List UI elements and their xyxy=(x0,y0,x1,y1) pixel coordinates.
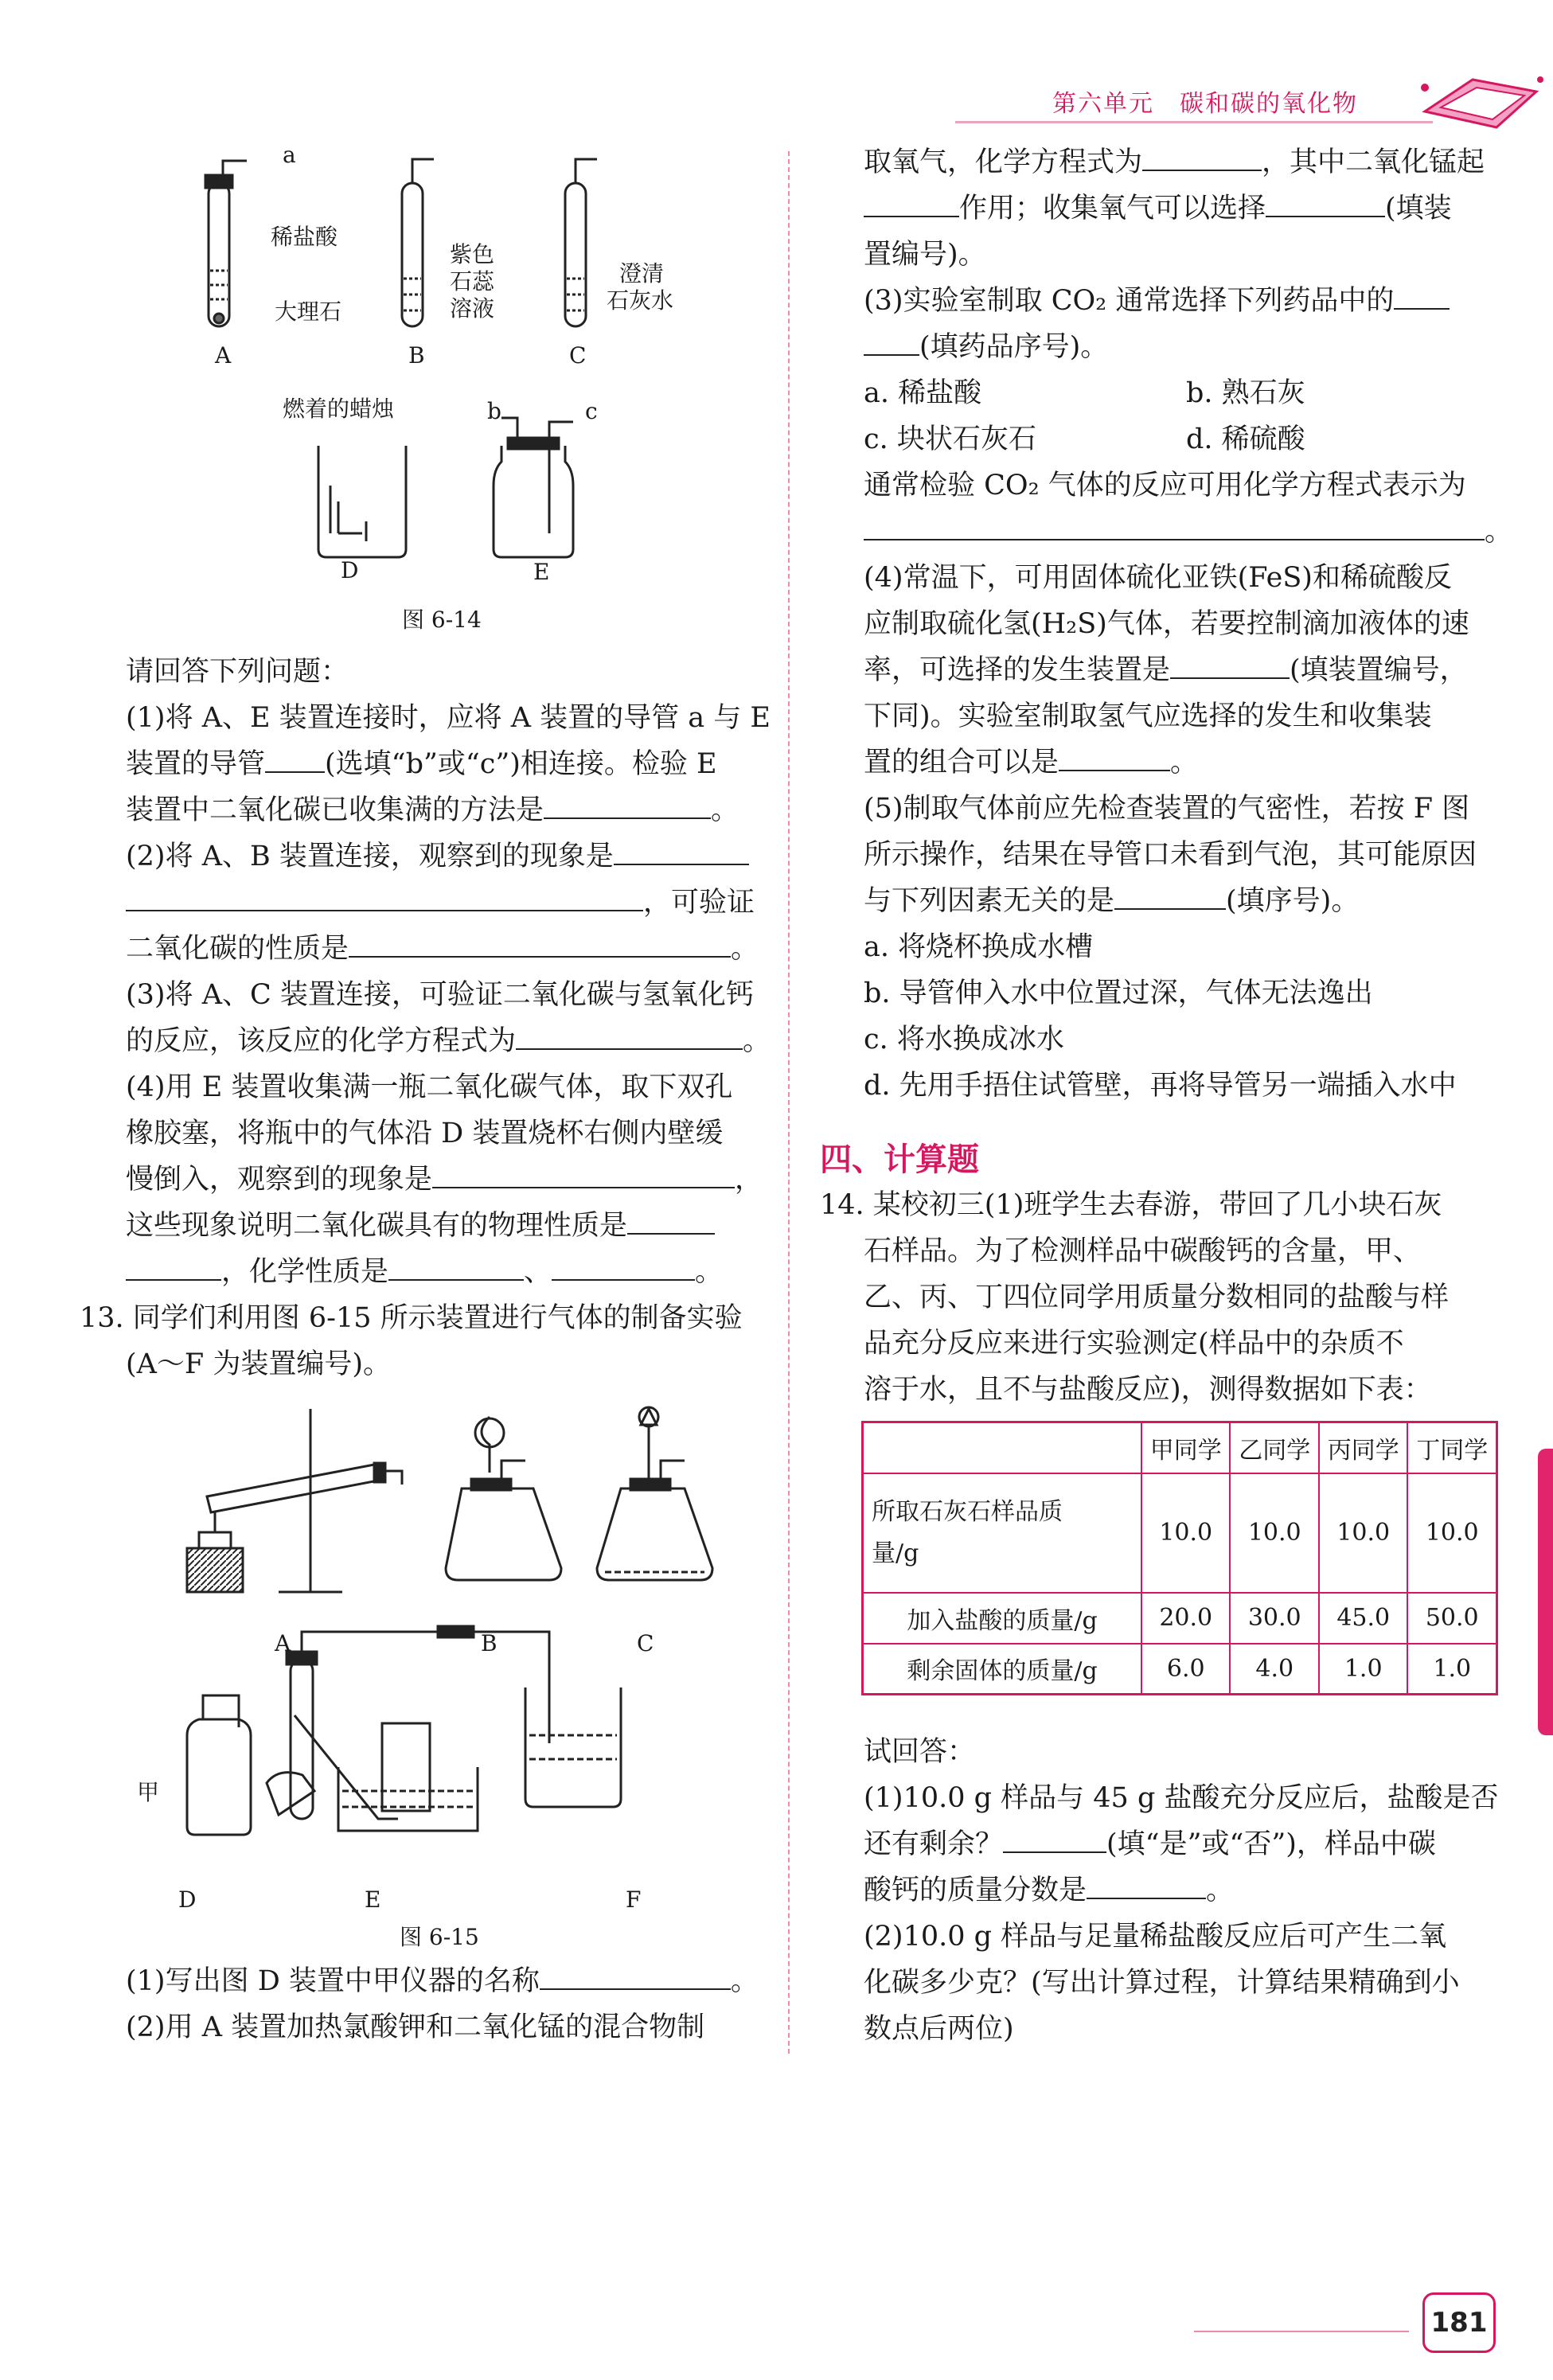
table-cell: 6.0 xyxy=(1141,1644,1230,1695)
q12-line: (1)将 A、E 装置连接时，应将 A 装置的导管 a 与 E xyxy=(126,702,771,734)
q13-stem: (A～F 为装置编号)。 xyxy=(126,1348,391,1380)
test-tube-c xyxy=(565,183,586,326)
q13-right-line: 取氧气，化学方程式为 ，其中二氧化锰起 xyxy=(864,139,1485,185)
q13-right-line: 下同)。实验室制取氢气应选择的发生和收集装 xyxy=(864,700,1432,732)
table-cell: 10.0 xyxy=(1230,1473,1318,1593)
answer-blank[interactable] xyxy=(1142,144,1262,171)
fig615-label-A: A xyxy=(275,1630,291,1656)
answer-blank[interactable] xyxy=(627,1208,715,1235)
answer-blank[interactable] xyxy=(540,1963,731,1990)
q14-stem: 乙、丙、丁四位同学用质量分数相同的盐酸与样 xyxy=(864,1282,1450,1313)
unit-header-title: 第六单元 碳和碳的氧化物 xyxy=(1052,90,1358,118)
table-header-cell: 丁同学 xyxy=(1407,1422,1496,1473)
figure-6-15 xyxy=(175,1401,780,1910)
answer-blank[interactable] xyxy=(516,1023,743,1050)
fig615-label-E: E xyxy=(365,1886,381,1913)
q13-right-line: (4)常温下，可用固体硫化亚铁(FeS)和稀硫酸反 xyxy=(864,562,1452,594)
option-5a: a. 将烧杯换成水槽 xyxy=(864,931,1094,963)
test-tube-a xyxy=(207,1465,378,1512)
fig614-label-a: a xyxy=(283,142,296,168)
table-cell: 10.0 xyxy=(1407,1473,1496,1593)
gas-bottle-d xyxy=(187,1719,251,1835)
fig615-caption: 图 6-15 xyxy=(400,1924,479,1950)
fig615-label-jia: 甲 xyxy=(137,1779,160,1805)
fig614-label-limewater-1: 澄清 xyxy=(619,260,665,287)
q12-line: ，可验证 xyxy=(126,880,755,926)
page-number: 181 xyxy=(1422,2292,1496,2353)
answer-blank[interactable] xyxy=(544,792,711,819)
gas-bottle-e xyxy=(494,446,573,557)
fig614-label-litmus-2: 石蕊 xyxy=(450,268,495,295)
table-cell: 10.0 xyxy=(1141,1473,1230,1593)
option-5c: c. 将水换成冰水 xyxy=(864,1024,1064,1055)
option-c: c. 块状石灰石 xyxy=(864,423,1036,455)
q12-line: (4)用 E 装置收集满一瓶二氧化碳气体，取下双孔 xyxy=(126,1071,733,1103)
table-row-label: 所取石灰石样品质 量/g xyxy=(863,1473,1142,1593)
q12-line: 的反应，该反应的化学方程式为 。 xyxy=(126,1018,771,1064)
table-header-cell: 甲同学 xyxy=(1141,1422,1230,1473)
q12-line: 装置的导管 (选填“b”或“c”)相连接。检验 E xyxy=(126,741,717,787)
q12-intro: 请回答下列问题： xyxy=(126,656,349,688)
q12-line: 装置中二氧化碳已收集满的方法是 。 xyxy=(126,787,739,833)
q13-right-line: 率，可选择的发生装置是 (填装置编号， xyxy=(864,647,1468,693)
answer-blank[interactable] xyxy=(1114,883,1226,910)
q12-line: (3)将 A、C 装置连接，可验证二氧化碳与氢氧化钙 xyxy=(126,979,754,1011)
fig614-label-b: b xyxy=(487,398,501,424)
fig614-label-candle: 燃着的蜡烛 xyxy=(283,396,395,422)
answer-blank[interactable] xyxy=(432,1161,735,1188)
q13-part1: (1)写出图 D 装置中甲仪器的名称 。 xyxy=(126,1958,759,2004)
option-a: a. 稀盐酸 xyxy=(864,377,982,409)
q14-part2: 化碳多少克？(写出计算过程，计算结果精确到小 xyxy=(864,1967,1460,1999)
table-cell: 20.0 xyxy=(1141,1593,1230,1644)
header-rule xyxy=(955,121,1433,123)
q14-part1: (1)10.0 g 样品与 45 g 盐酸充分反应后，盐酸是否 xyxy=(864,1782,1499,1814)
table-header-cell: 乙同学 xyxy=(1230,1422,1318,1473)
q13-right-line: 通常检验 CO₂ 气体的反应可用化学方程式表示为 xyxy=(864,470,1466,501)
test-tube-b xyxy=(402,183,423,326)
fig615-label-F: F xyxy=(626,1886,642,1913)
answer-blank[interactable] xyxy=(349,931,731,958)
book-logo-icon xyxy=(1409,56,1548,135)
q13-right-line: 所示操作，结果在导管口未看到气泡，其可能原因 xyxy=(864,839,1477,871)
option-b: b. 熟石灰 xyxy=(1186,377,1305,409)
answer-blank[interactable] xyxy=(1059,744,1170,771)
fig615-label-D: D xyxy=(178,1886,197,1913)
section-heading: 四、计算题 xyxy=(820,1141,979,1178)
answer-blank[interactable] xyxy=(552,1254,695,1281)
q14-ask: 试回答： xyxy=(864,1736,976,1768)
fig614-label-litmus-3: 溶液 xyxy=(450,295,495,322)
fig614-label-C: C xyxy=(569,342,587,369)
q12-line: 这些现象说明二氧化碳具有的物理性质是 xyxy=(126,1203,715,1249)
fig614-label-A: A xyxy=(215,342,232,369)
answer-blank[interactable] xyxy=(1087,1872,1206,1899)
table-cell: 1.0 xyxy=(1319,1644,1407,1695)
q14-stem: 14. 某校初三(1)班学生去春游，带回了几小块石灰 xyxy=(820,1189,1442,1221)
data-table xyxy=(861,1421,1498,1695)
answer-blank[interactable] xyxy=(265,746,325,773)
fig614-caption: 图 6-14 xyxy=(402,607,482,633)
column-divider xyxy=(788,151,790,2054)
answer-blank[interactable] xyxy=(864,329,919,356)
fig614-label-E: E xyxy=(533,559,550,585)
q12-line: 橡胶塞，将瓶中的气体沿 D 装置烧杯右侧内壁缓 xyxy=(126,1118,724,1149)
table-header-cell: 丙同学 xyxy=(1319,1422,1407,1473)
answer-blank[interactable] xyxy=(1170,652,1290,679)
footer-rule xyxy=(1194,2331,1409,2332)
q13-right-line: (填药品序号)。 xyxy=(864,324,1108,370)
q13-right-line: 置的组合可以是 。 xyxy=(864,739,1198,786)
table-cell: 1.0 xyxy=(1407,1644,1496,1695)
answer-blank[interactable] xyxy=(388,1254,524,1281)
q14-part2: 数点后两位) xyxy=(864,2013,1014,2045)
q13-right-line: 。 xyxy=(864,509,1512,555)
q13-stem: 13. 同学们利用图 6-15 所示装置进行气体的制备实验 xyxy=(80,1302,743,1334)
table-cell: 4.0 xyxy=(1230,1644,1318,1695)
table-row-label: 剩余固体的质量/g xyxy=(863,1644,1142,1695)
q14-part2: (2)10.0 g 样品与足量稀盐酸反应后可产生二氧 xyxy=(864,1921,1447,1953)
answer-blank[interactable] xyxy=(864,513,1485,540)
answer-blank[interactable] xyxy=(126,884,643,911)
table-cell: 10.0 xyxy=(1319,1473,1407,1593)
q13-right-line: 作用；收集氧气可以选择 (填装 xyxy=(864,185,1452,232)
q14-stem: 品充分反应来进行实验测定(样品中的杂质不 xyxy=(864,1328,1404,1360)
answer-blank[interactable] xyxy=(1394,283,1450,310)
figure-6-14 xyxy=(159,151,732,597)
fig614-label-c: c xyxy=(585,398,598,424)
table-row xyxy=(863,1644,1497,1695)
answer-blank[interactable] xyxy=(864,190,959,217)
fig615-label-C: C xyxy=(637,1630,654,1656)
fig614-label-hcl: 稀盐酸 xyxy=(271,224,338,250)
answer-blank[interactable] xyxy=(1266,190,1385,217)
table-cell: 30.0 xyxy=(1230,1593,1318,1644)
option-d: d. 稀硫酸 xyxy=(1186,423,1305,455)
iron-stand-a xyxy=(279,1409,342,1592)
answer-blank[interactable] xyxy=(126,1254,221,1281)
answer-blank[interactable] xyxy=(614,838,749,865)
test-tube-a xyxy=(209,183,229,326)
q13-right-line: 与下列因素无关的是 (填序号)。 xyxy=(864,878,1359,924)
q12-line: (2)将 A、B 装置连接，观察到的现象是 xyxy=(126,833,749,880)
q14-stem: 溶于水，且不与盐酸反应)，测得数据如下表： xyxy=(864,1374,1432,1406)
q13-right-line: (5)制取气体前应先检查装置的气密性，若按 F 图 xyxy=(864,793,1470,825)
q12-line: ，化学性质是 、 。 xyxy=(126,1249,723,1295)
table-row-label: 加入盐酸的质量/g xyxy=(863,1593,1142,1644)
q14-part1: 还有剩余？ (填“是”或“否”)，样品中碳 xyxy=(864,1821,1436,1867)
answer-blank[interactable] xyxy=(1003,1826,1106,1853)
table-header-row xyxy=(863,1422,1497,1473)
q14-part1: 酸钙的质量分数是 。 xyxy=(864,1867,1234,1914)
fig614-label-marble: 大理石 xyxy=(275,298,342,325)
option-5b: b. 导管伸入水中位置过深，气体无法逸出 xyxy=(864,977,1373,1009)
table-header-cell xyxy=(863,1422,1142,1473)
table-cell: 50.0 xyxy=(1407,1593,1496,1644)
q12-line: 二氧化碳的性质是 。 xyxy=(126,926,759,972)
fig614-label-D: D xyxy=(341,557,359,583)
table-row xyxy=(863,1473,1497,1593)
fig614-label-litmus-1: 紫色 xyxy=(450,241,495,267)
table-row xyxy=(863,1593,1497,1644)
q13-right-line: 置编号)。 xyxy=(864,239,986,271)
fig614-label-limewater-2: 石灰水 xyxy=(607,287,674,314)
option-5d: d. 先用手捂住试管壁，再将导管另一端插入水中 xyxy=(864,1070,1457,1102)
side-tab xyxy=(1538,1449,1553,1735)
fig614-label-B: B xyxy=(408,342,425,369)
q13-right-line: (3)实验室制取 CO₂ 通常选择下列药品中的 xyxy=(864,278,1450,324)
q14-stem: 石样品。为了检测样品中碳酸钙的含量，甲、 xyxy=(864,1235,1422,1267)
q12-line: 慢倒入，观察到的现象是 ， xyxy=(126,1157,763,1203)
q13-right-line: 应制取硫化氢(H₂S)气体，若要控制滴加液体的速 xyxy=(864,608,1469,640)
q13-part2: (2)用 A 装置加热氯酸钾和二氧化锰的混合物制 xyxy=(126,2011,705,2043)
fig615-label-B: B xyxy=(481,1630,498,1656)
table-cell: 45.0 xyxy=(1319,1593,1407,1644)
